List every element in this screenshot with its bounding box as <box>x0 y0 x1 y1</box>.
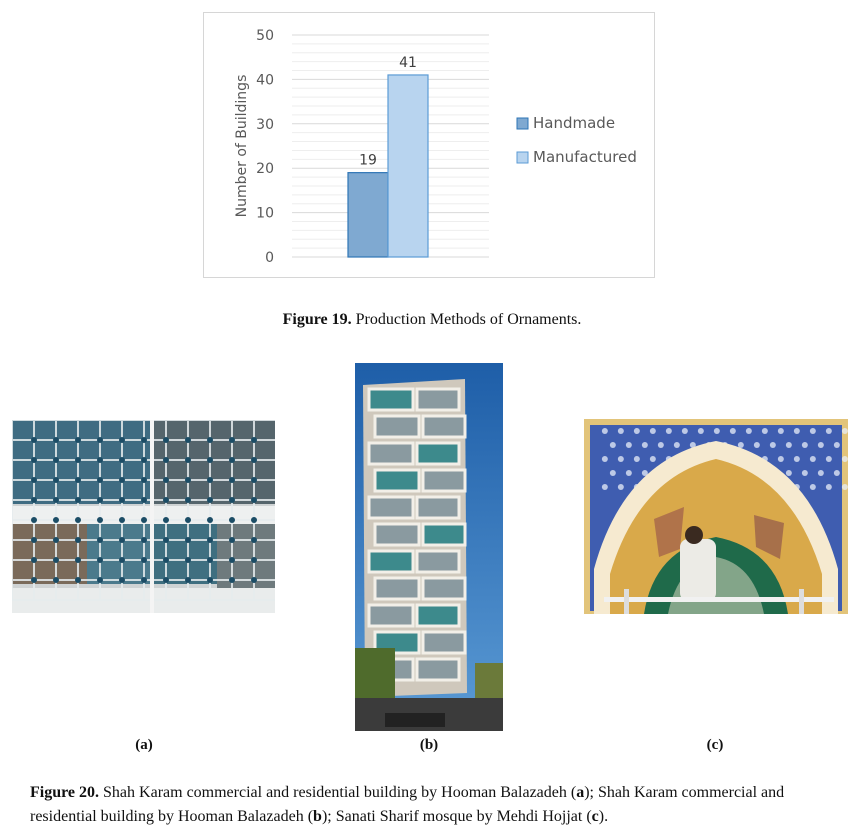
y-tick-label: 30 <box>256 116 274 133</box>
sublabel-a: (a) <box>135 737 153 753</box>
bar-handmade <box>348 173 388 257</box>
data-label-manufactured: 41 <box>399 54 417 71</box>
figure-20-text-4: ). <box>598 808 609 825</box>
chart-svg <box>204 13 656 279</box>
bar-chart <box>203 12 655 278</box>
bar-manufactured <box>388 75 428 257</box>
figure-20-ref-b: b <box>313 808 322 825</box>
figure-20-text-3: ); Sanati Sharif mosque by Mehdi Hojjat ( <box>321 808 592 825</box>
figure-19-text: Production Methods of Ornaments. <box>351 311 582 328</box>
figure-20-ref-a: a <box>576 784 585 801</box>
figure-20-text-1: Shah Karam commercial and residential building by Hooman Balazadeh ( <box>99 784 577 801</box>
legend-label-handmade: Handmade <box>533 114 616 132</box>
data-label-handmade: 19 <box>359 152 377 169</box>
y-tick-label: 20 <box>256 161 274 178</box>
figure-20-ref-c: c <box>591 808 599 825</box>
y-tick-label: 0 <box>265 250 274 266</box>
photo-b-tower <box>355 363 503 731</box>
photo-c-mosque <box>584 419 848 614</box>
legend-swatch-handmade <box>517 118 528 129</box>
sublabel-b: (b) <box>419 737 439 753</box>
legend-label-manufactured: Manufactured <box>533 148 637 166</box>
y-axis-label: Number of Buildings <box>234 74 250 218</box>
y-tick-label: 40 <box>256 72 274 89</box>
sublabel-c: (c) <box>706 737 724 753</box>
figure-20-label: Figure 20. <box>30 784 100 801</box>
y-tick-label: 50 <box>256 28 274 44</box>
figure-19-label: Figure 19. <box>282 311 352 328</box>
photo-a-facade <box>12 420 275 613</box>
figure-20-text-2: ); Shah Karam commercial and residential building by Hooman Balazadeh ( <box>30 784 785 825</box>
figure-20-caption <box>30 781 840 829</box>
y-tick-label: 10 <box>256 205 274 222</box>
legend-swatch-manufactured <box>517 152 528 163</box>
figure-19-caption <box>0 308 864 332</box>
